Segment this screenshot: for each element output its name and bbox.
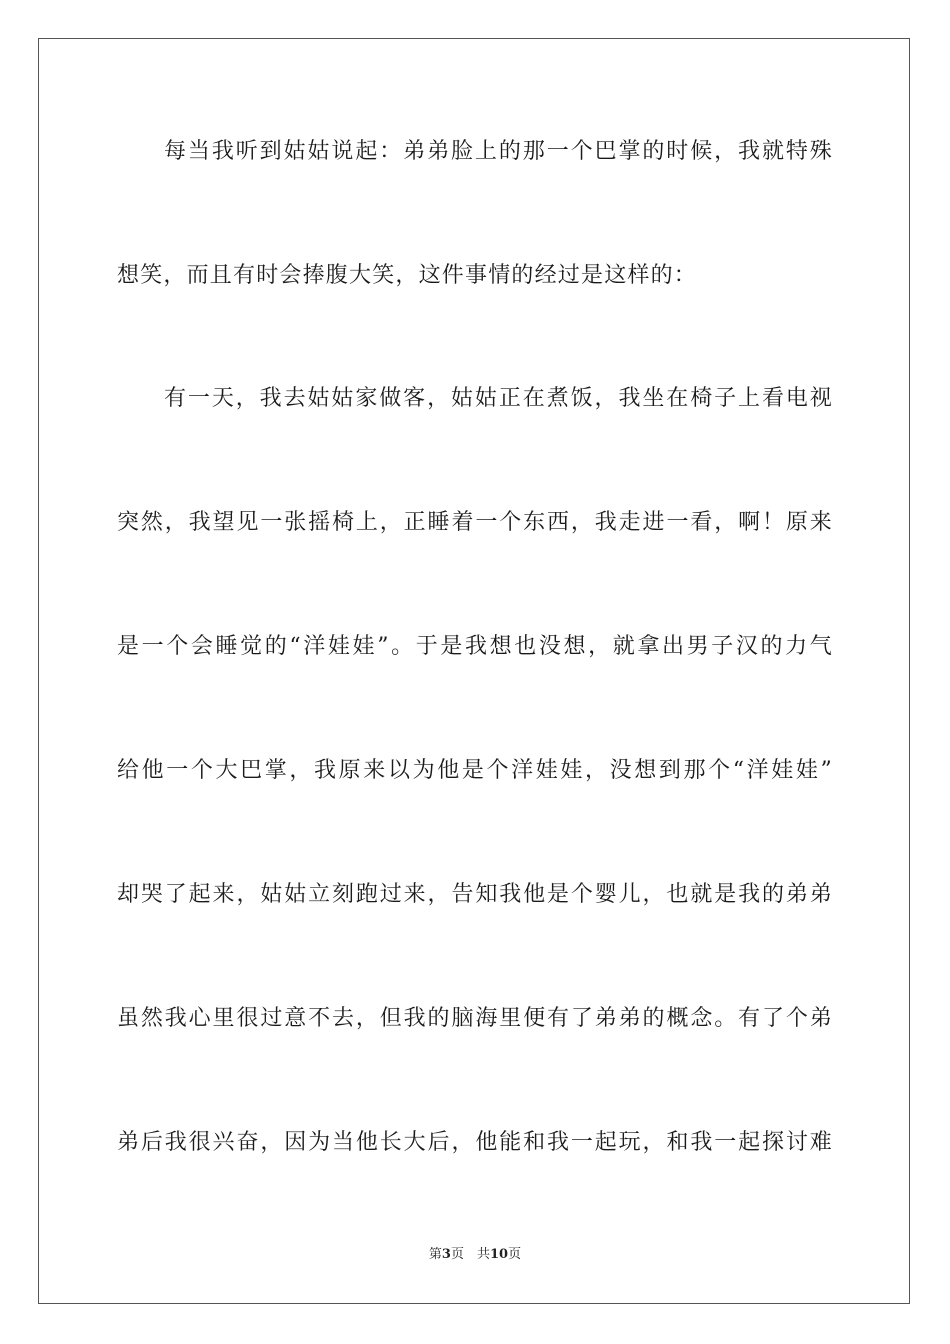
paragraph-2-line-6: 虽然我心里很过意不去，但我的脑海里便有了弟弟的概念。有了个弟 (117, 1006, 833, 1031)
paragraph-2-line-5: 却哭了起来，姑姑立刻跑过来，告知我他是个婴儿，也就是我的弟弟 (117, 882, 833, 907)
footer-page-suffix: 页 (508, 1247, 522, 1262)
paragraph-2-line-1: 有一天，我去姑姑家做客，姑姑正在煮饭，我坐在椅子上看电视 (164, 386, 833, 411)
footer-page-total: 10 (489, 1247, 509, 1262)
paragraph-2-line-7: 弟后我很兴奋，因为当他长大后，他能和我一起玩，和我一起探讨难 (117, 1130, 833, 1155)
footer-page-current: 3 (441, 1247, 451, 1262)
paragraph-2-line-2: 突然，我望见一张摇椅上，正睡着一个东西，我走进一看，啊！原来 (117, 510, 833, 535)
footer-page-mid: 页 共 (450, 1247, 490, 1262)
page-footer (0, 1246, 950, 1264)
paragraph-2-line-3: 是一个会睡觉的“洋娃娃”。于是我想也没想，就拿出男子汉的力气 (117, 634, 833, 659)
footer-page-prefix: 第 (428, 1247, 442, 1262)
page-border (38, 38, 910, 1304)
paragraph-1-line-2: 想笑，而且有时会捧腹大笑，这件事情的经过是这样的： (117, 263, 698, 288)
paragraph-2-line-4: 给他一个大巴掌，我原来以为他是个洋娃娃，没想到那个“洋娃娃” (117, 758, 833, 783)
paragraph-1-line-1: 每当我听到姑姑说起：弟弟脸上的那一个巴掌的时候，我就特殊 (164, 139, 833, 164)
